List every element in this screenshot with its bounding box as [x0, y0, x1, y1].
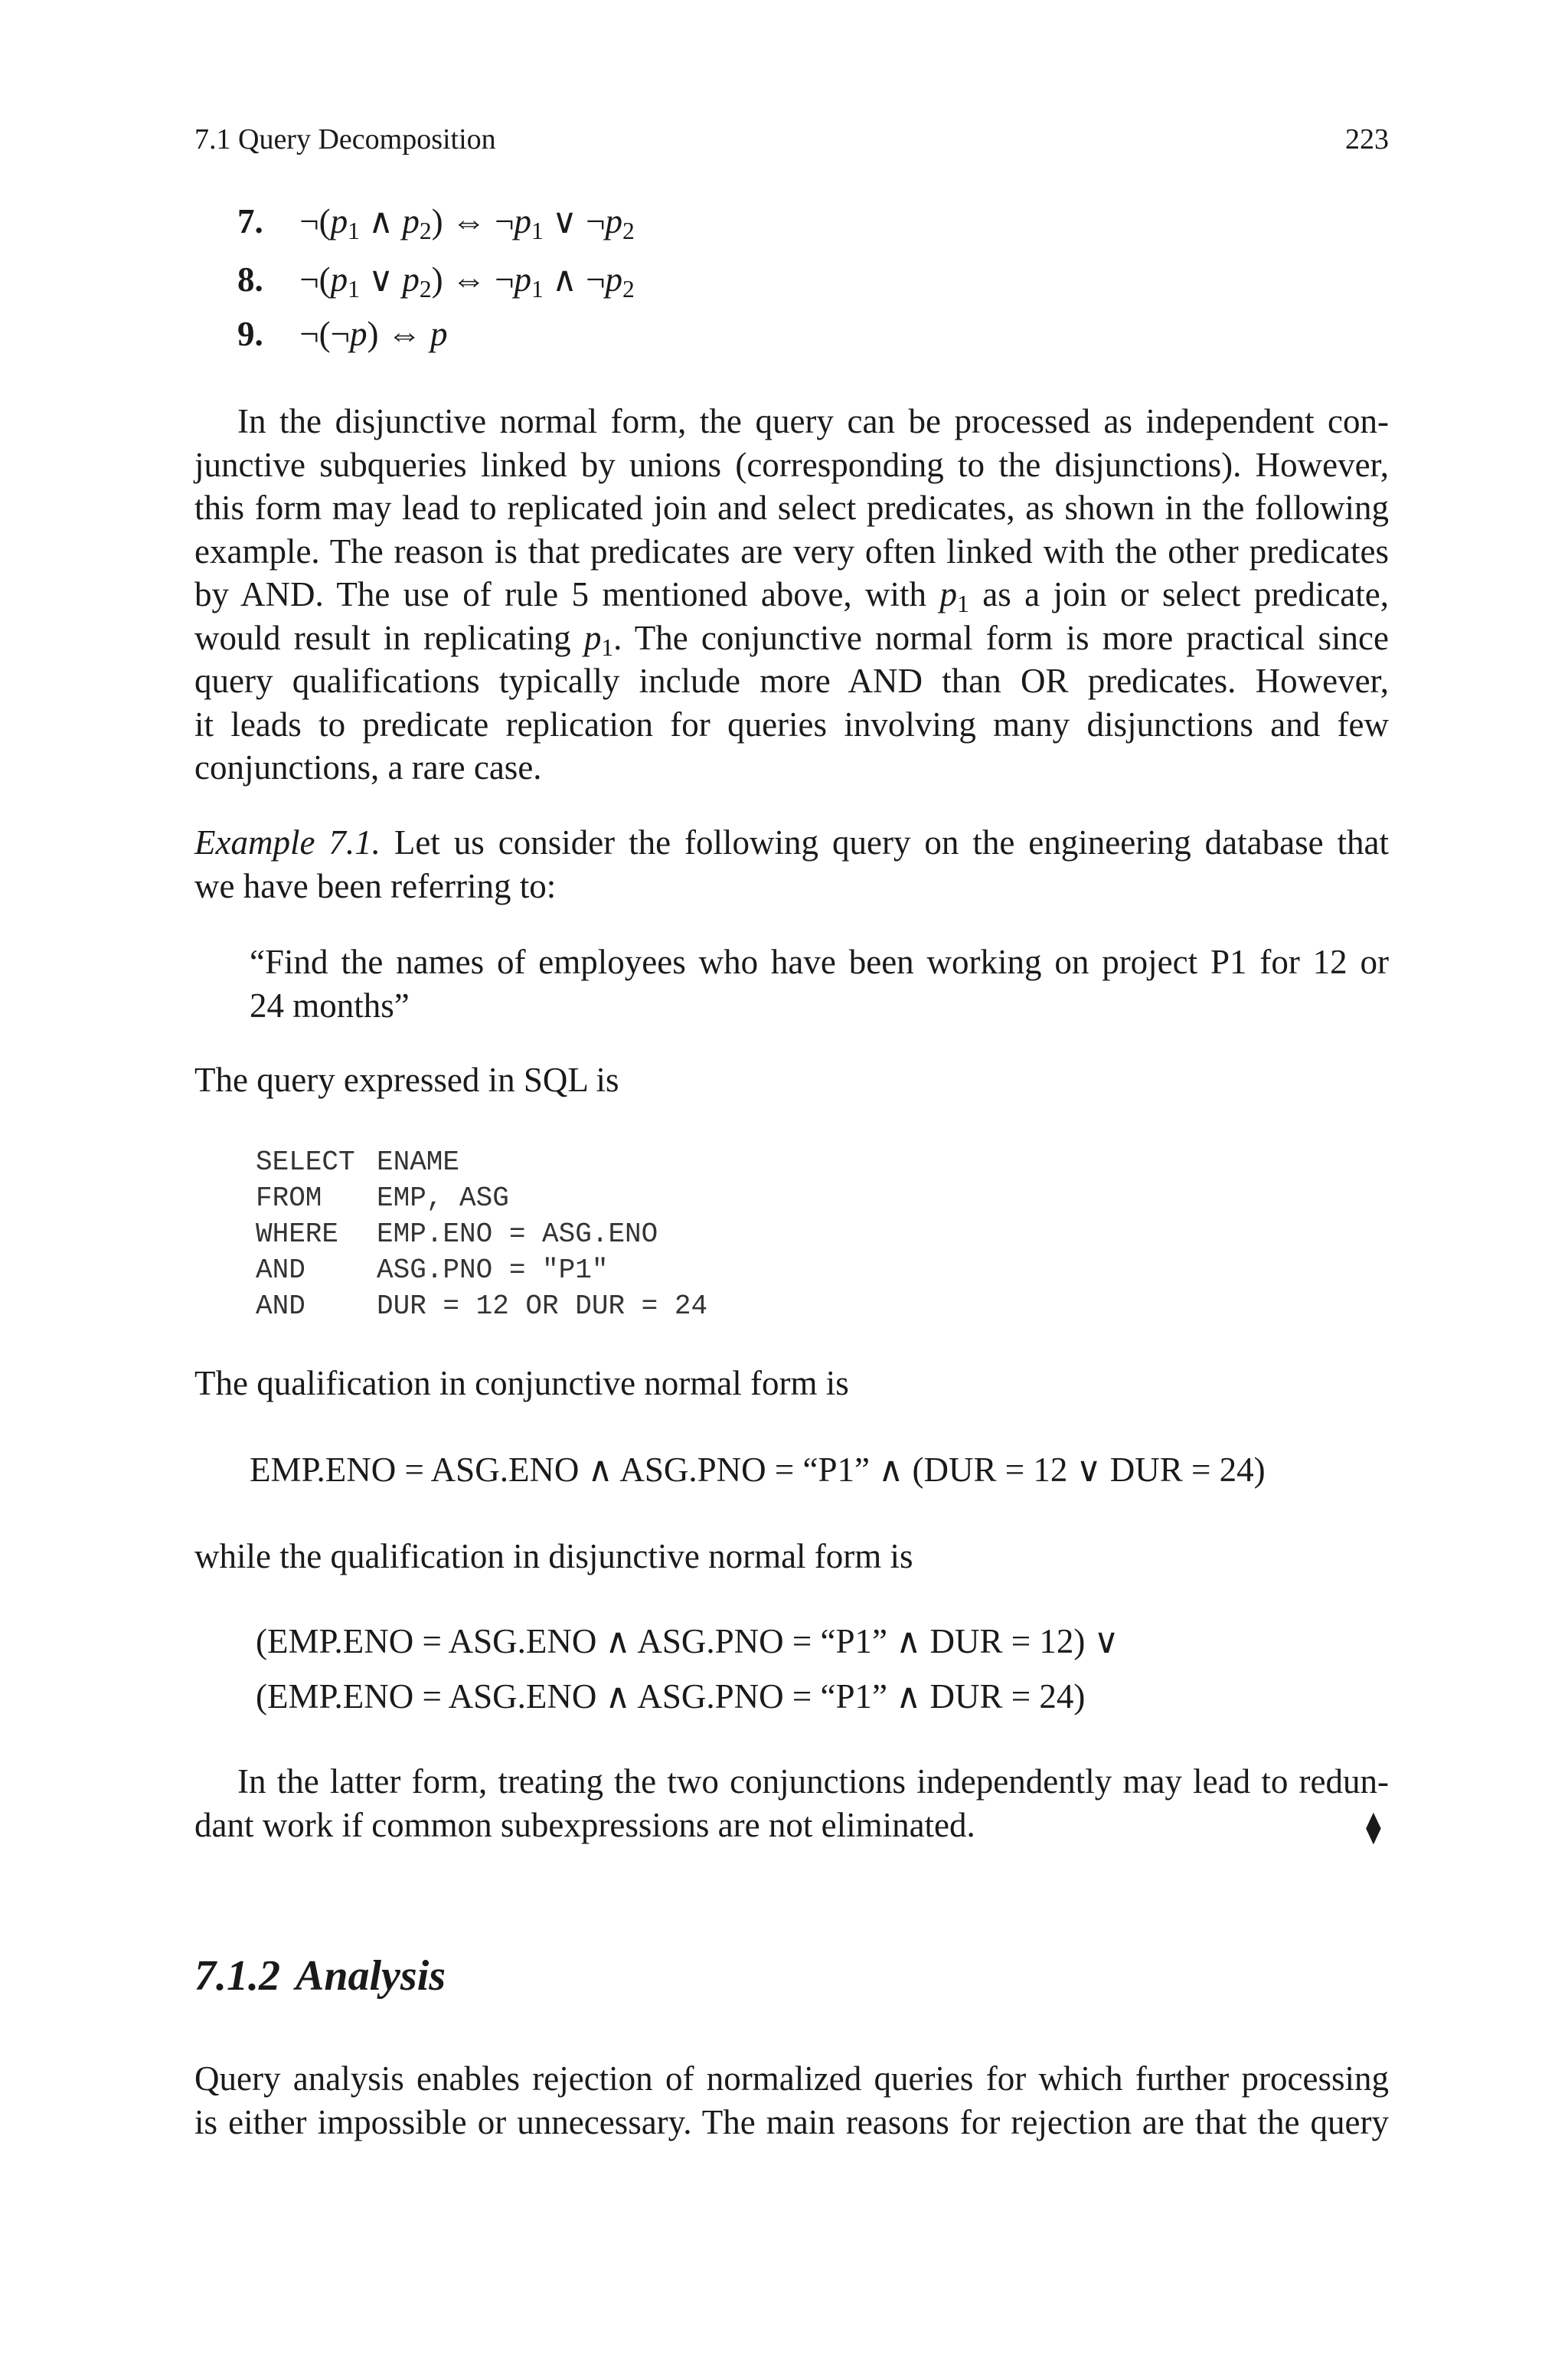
page-number: 223 [1345, 123, 1389, 155]
running-header [194, 123, 1389, 168]
cnf-intro: The qualification in conjunctive normal form is [194, 1364, 849, 1402]
section-title: Analysis [296, 1952, 446, 2000]
cnf-formula: EMP.ENO = ASG.ENO ∧ ASG.PNO = “P1” ∧ (DUR = 12 ∨ DUR = 24) [250, 1451, 1266, 1489]
sql-line: WHERE EMP.ENO = ASG.ENO [256, 1218, 658, 1250]
paragraph-latter-form: In the latter form, treating the two conjunctions independently may lead to redun- dant work if common subexpressions are not eliminated. [194, 1762, 1389, 1844]
section-number: 7.1.2 [194, 1952, 280, 2000]
rule-number: 8. [237, 260, 263, 299]
rule-number: 9. [237, 315, 263, 353]
sql-line: SELECT ENAME [256, 1146, 460, 1178]
paragraph-normal-forms: In the disjunctive normal form, the query can be processed as independent con- junctive subqueries linked by unions (corresponding to the disjunctions). However, this form may lead to replicated join and select predicates, as shown in the following example. The reason is that predicates are very often linked with the other predicates by AND. The use of rule 5 mentioned above, with $p_1$ as a join or select predicate, would result in replicating $p_1$. The conjunctive normal form is more practical since query qualifications typically include more AND than OR predicates. However, it leads to predicate replication for queries involving many disjunctions and few conjunctions, a rare case. [194, 402, 1389, 787]
sql-line: AND DUR = 12 OR DUR = 24 [256, 1290, 708, 1322]
rule-formula: $\neg(p_1$ ∨ $p_2$) ⇔ $\neg p_1$ ∧ $\neg p_2$ [299, 260, 635, 303]
example-label: Example 7.1. [194, 823, 381, 862]
rule-7 [237, 201, 635, 244]
query-quote: “Find the names of employees who have been working on project P1 for 12 or 24 months” [250, 943, 1389, 1025]
sql-intro: The query expressed in SQL is [194, 1061, 619, 1099]
sql-code-block [256, 1144, 707, 1324]
dnf-formula-line-2: (EMP.ENO = ASG.ENO ∧ ASG.PNO = “P1” ∧ DUR = 24) [256, 1677, 1086, 1716]
rule-formula: $\neg(p_1$ ∧ $p_2$) ⇔ $\neg p_1$ ∨ $\neg p_2$ [299, 202, 635, 244]
rule-formula: ¬(¬p) ⇔ p [299, 315, 448, 353]
rule-8 [237, 259, 635, 303]
sql-line: AND ASG.PNO = "P1" [256, 1254, 609, 1286]
dnf-intro: while the qualification in disjunctive normal form is [194, 1537, 913, 1575]
rule-9 [237, 314, 448, 354]
end-of-example-icon: ⧫ [1366, 1810, 1381, 1844]
example-intro: Example 7.1. Let us consider the following query on the engineering database that we have been referring to: [194, 823, 1389, 905]
section-heading [194, 1951, 446, 2000]
sql-line: FROM EMP, ASG [256, 1182, 509, 1214]
paragraph-analysis: Query analysis enables rejection of normalized queries for which further processing is either impossible or unnecessary. The main reasons for rejection are that the query [194, 2059, 1389, 2141]
rule-number: 7. [237, 202, 263, 240]
dnf-formula-line-1: (EMP.ENO = ASG.ENO ∧ ASG.PNO = “P1” ∧ DUR = 12) ∨ [256, 1622, 1119, 1660]
running-title: 7.1 Query Decomposition [194, 123, 496, 155]
